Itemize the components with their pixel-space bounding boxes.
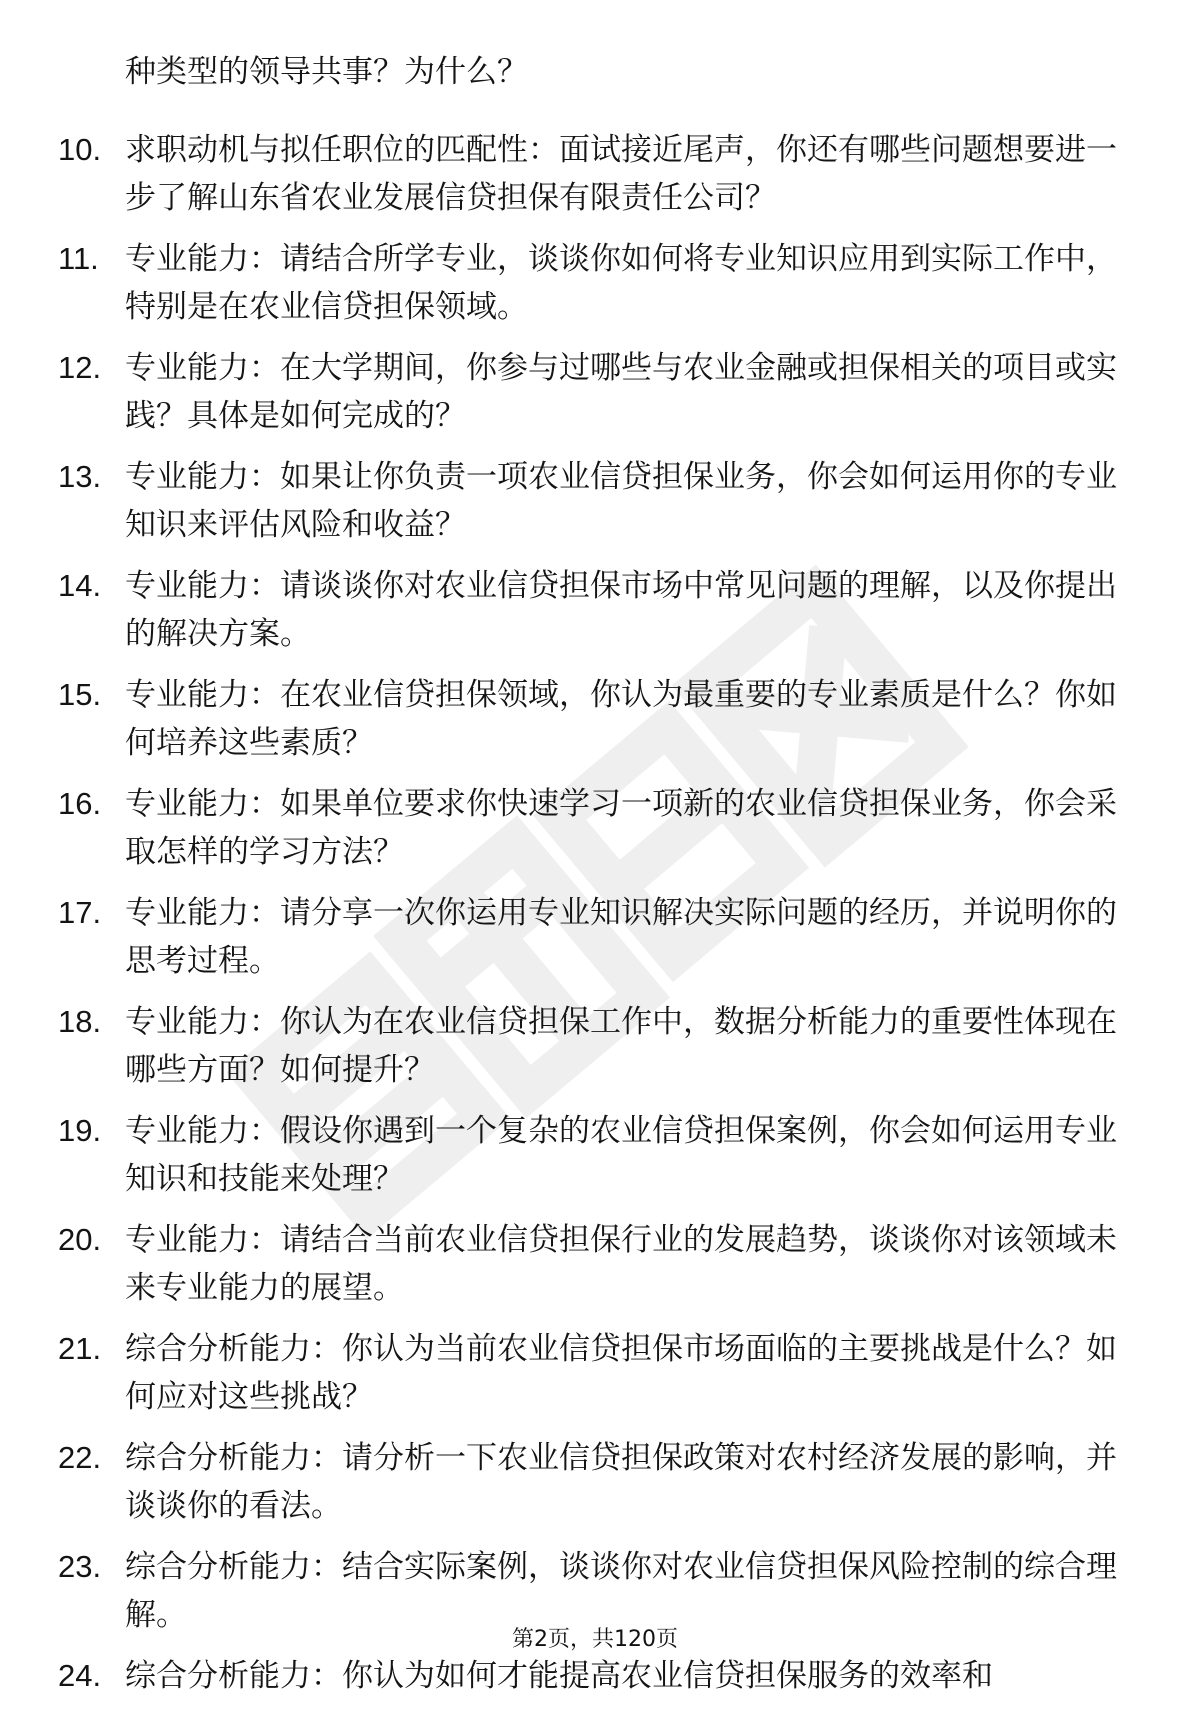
question-list xyxy=(58,48,1118,1713)
list-item xyxy=(58,344,1118,440)
list-item xyxy=(58,1216,1118,1312)
question-text: 综合分析能力：请分析一下农业信贷担保政策对农村经济发展的影响，并谈谈你的看法。 xyxy=(125,1440,1117,1524)
question-text: 专业能力：假设你遇到一个复杂的农业信贷担保案例，你会如何运用专业知识和技能来处理？ xyxy=(125,1113,1117,1197)
question-text: 专业能力：如果让你负责一项农业信贷担保业务，你会如何运用你的专业知识来评估风险和收益？ xyxy=(125,459,1117,543)
question-number: 16. xyxy=(58,786,102,821)
question-text: 专业能力：在农业信贷担保领域，你认为最重要的专业素质是什么？你如何培养这些素质？ xyxy=(125,677,1117,761)
question-number: 17. xyxy=(58,895,102,930)
list-item xyxy=(58,235,1118,331)
list-item xyxy=(58,1325,1118,1421)
list-item xyxy=(58,1652,1118,1700)
page-footer: 第2页，共120页 xyxy=(512,1627,678,1652)
question-text: 求职动机与拟任职位的匹配性：面试接近尾声，你还有哪些问题想要进一步了解山东省农业发展信贷担保有限责任公司？ xyxy=(125,132,1117,216)
question-number: 19. xyxy=(58,1113,102,1148)
question-text: 综合分析能力：你认为当前农业信贷担保市场面临的主要挑战是什么？如何应对这些挑战？ xyxy=(125,1331,1117,1415)
list-item xyxy=(58,126,1118,222)
question-number: 14. xyxy=(58,568,102,603)
question-text: 专业能力：请谈谈你对农业信贷担保市场中常见问题的理解，以及你提出的解决方案。 xyxy=(125,568,1117,652)
list-item xyxy=(58,780,1118,876)
question-text: 专业能力：你认为在农业信贷担保工作中，数据分析能力的重要性体现在哪些方面？如何提升？ xyxy=(125,1004,1117,1088)
question-number: 22. xyxy=(58,1440,102,1475)
list-item xyxy=(58,562,1118,658)
question-text: 综合分析能力：结合实际案例，谈谈你对农业信贷担保风险控制的综合理解。 xyxy=(125,1549,1117,1633)
question-text: 专业能力：请结合所学专业，谈谈你如何将专业知识应用到实际工作中，特别是在农业信贷担保领域。 xyxy=(125,241,1117,325)
question-text: 专业能力：在大学期间，你参与过哪些与农业金融或担保相关的项目或实践？具体是如何完成的？ xyxy=(125,350,1117,434)
list-item xyxy=(58,1434,1118,1530)
question-number: 12. xyxy=(58,350,102,385)
question-number: 20. xyxy=(58,1222,102,1257)
question-number: 13. xyxy=(58,459,102,494)
question-number: 18. xyxy=(58,1004,102,1039)
question-number: 23. xyxy=(58,1549,102,1584)
question-text: 专业能力：请结合当前农业信贷担保行业的发展趋势，谈谈你对该领域未来专业能力的展望。 xyxy=(125,1222,1117,1306)
question-number: 15. xyxy=(58,677,102,712)
question-text: 专业能力：请分享一次你运用专业知识解决实际问题的经历，并说明你的思考过程。 xyxy=(125,895,1117,979)
question-items xyxy=(58,126,1118,1700)
list-item xyxy=(58,671,1118,767)
question-text: 专业能力：如果单位要求你快速学习一项新的农业信贷担保业务，你会采取怎样的学习方法？ xyxy=(125,786,1117,870)
question-text: 综合分析能力：你认为如何才能提高农业信贷担保服务的效率和 xyxy=(125,1658,993,1694)
question-number: 24. xyxy=(58,1658,102,1693)
list-item xyxy=(58,1107,1118,1203)
list-item xyxy=(58,453,1118,549)
question-number: 11. xyxy=(58,241,99,276)
carry-over-text: 种类型的领导共事？为什么？ xyxy=(125,54,528,90)
question-number: 10. xyxy=(58,132,102,167)
question-number: 21. xyxy=(58,1331,102,1366)
list-item xyxy=(58,889,1118,985)
list-item xyxy=(58,998,1118,1094)
